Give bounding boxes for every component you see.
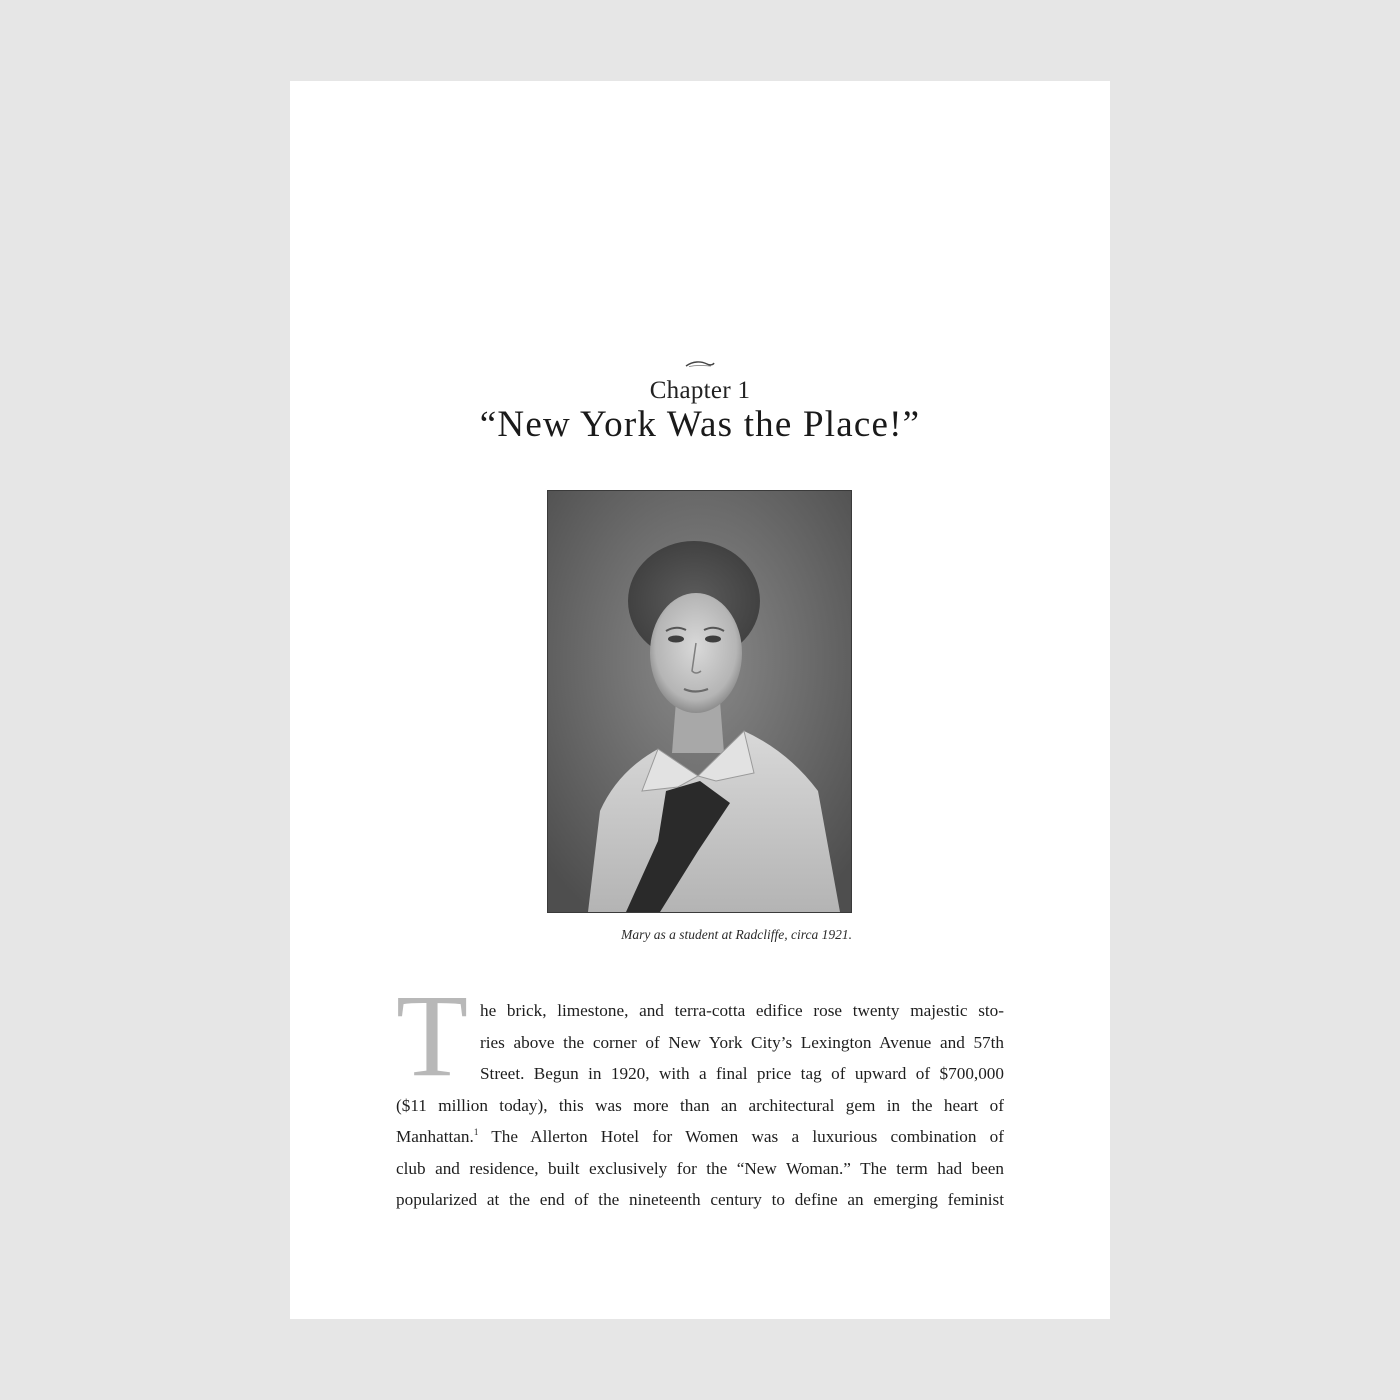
text-line: Street. Begun in 1920, with a final price tag of upward of $700,000 bbox=[480, 1064, 1004, 1083]
text-line: popularized at the end of the nineteenth century to define an emerging feminist bbox=[396, 1190, 1004, 1209]
body-paragraph bbox=[396, 995, 1004, 1216]
book-page bbox=[290, 81, 1110, 1319]
text-line: club and residence, built exclusively for the “New Woman.” The term had been bbox=[396, 1158, 1004, 1178]
ornament-flourish-icon bbox=[685, 359, 715, 369]
text-line bbox=[396, 1121, 1004, 1153]
chapter-label: Chapter 1 bbox=[649, 377, 751, 404]
footnote-marker[interactable]: 1 bbox=[473, 1127, 479, 1137]
text-line: ($11 million today), this was more than an architectural gem in the heart of bbox=[396, 1095, 1004, 1115]
photo-caption: Mary as a student at Radcliffe, circa 1921. bbox=[621, 927, 852, 942]
text-segment: Manhattan. bbox=[396, 1127, 474, 1146]
text-segment: The Allerton Hotel for Women was a luxurious combination of bbox=[491, 1127, 1004, 1146]
portrait-photo bbox=[547, 490, 852, 913]
text-line: he brick, limestone, and terra-cotta edifice rose twenty majestic sto- bbox=[480, 1001, 1004, 1020]
text-line: ries above the corner of New York City’s Lexington Avenue and 57th bbox=[480, 1032, 1004, 1052]
drop-cap: T bbox=[396, 970, 469, 1101]
chapter-title: “New York Was the Place!” bbox=[479, 404, 921, 445]
